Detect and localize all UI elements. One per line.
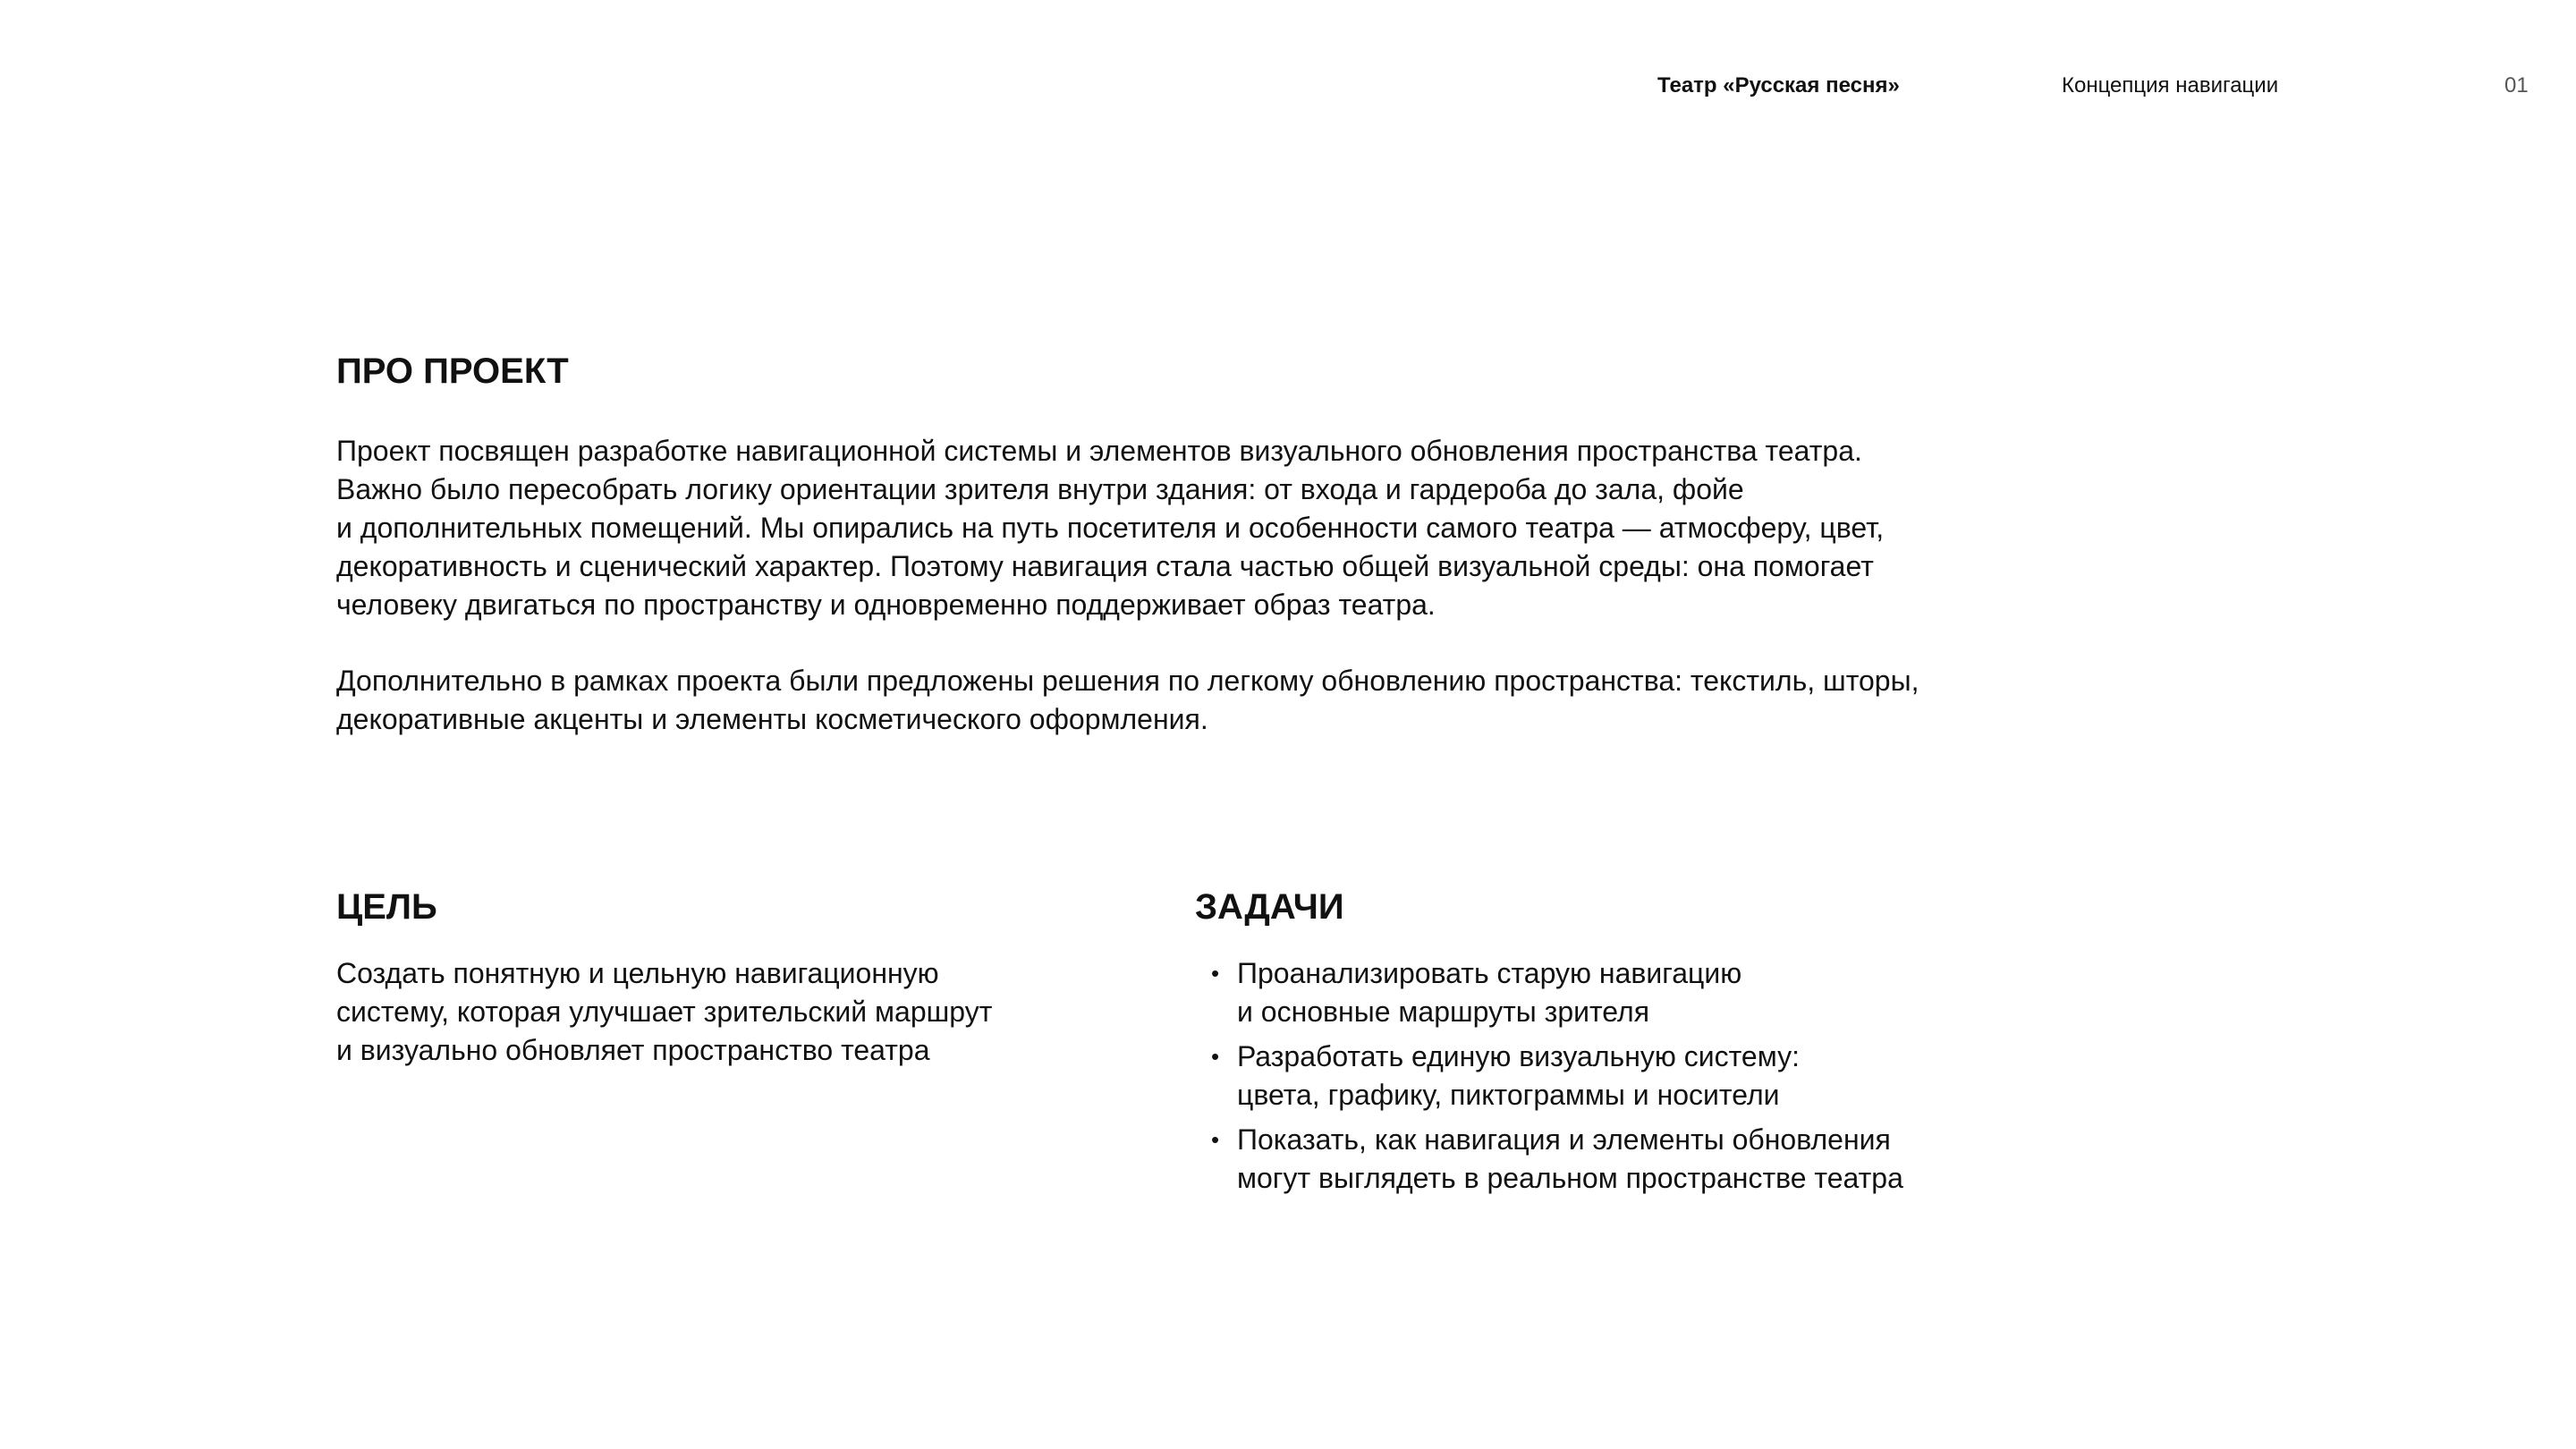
- task-text: Разработать единую визуальную систему: цвета, графику, пиктограммы и носители: [1237, 1040, 1800, 1111]
- tasks-section-title: ЗАДАЧИ: [1195, 887, 1344, 927]
- about-section-title: ПРО ПРОЕКТ: [336, 352, 569, 391]
- task-item: [1195, 1038, 2089, 1114]
- task-item: [1195, 954, 2089, 1031]
- about-paragraph-2: Дополнительно в рамках проекта были предложены решения по легкому обновлению пространства: текстиль, шторы, декоративные акценты и элементы косметического оформления.: [336, 665, 1919, 735]
- task-text: Проанализировать старую навигацию и основные маршруты зрителя: [1237, 957, 1742, 1028]
- bullet-icon: •: [1211, 1126, 1220, 1153]
- header-section-title: Концепция навигации: [2062, 73, 2279, 97]
- header-brand: Театр «Русская песня»: [1657, 73, 1900, 97]
- task-item: [1195, 1121, 2089, 1198]
- page-number: 01: [2504, 73, 2529, 97]
- bullet-icon: •: [1211, 960, 1220, 987]
- goal-text: Создать понятную и цельную навигационную систему, которая улучшает зрительский маршрут и визуально обновляет пространство театра: [336, 957, 993, 1066]
- task-text: Показать, как навигация и элементы обновления могут выглядеть в реальном пространстве театра: [1237, 1123, 1903, 1194]
- goal-section-title: ЦЕЛЬ: [336, 887, 437, 927]
- bullet-icon: •: [1211, 1043, 1220, 1070]
- tasks-list: [1195, 954, 2089, 1204]
- about-paragraph-1: Проект посвящен разработке навигационной системы и элементов визуального обновления пространства театра. Важно было пересобрать логику ориентации зрителя внутри здания: от входа и гардероба до зала, фойе и дополнительных помещений. Мы опирались на путь посетителя и особенности самого театра — атмосферу, цвет, декоративность и сценический характер. Поэтому навигация стала частью общей визуальной среды: она помогает человеку двигаться по пространству и одновременно поддерживает образ театра.: [336, 435, 1885, 621]
